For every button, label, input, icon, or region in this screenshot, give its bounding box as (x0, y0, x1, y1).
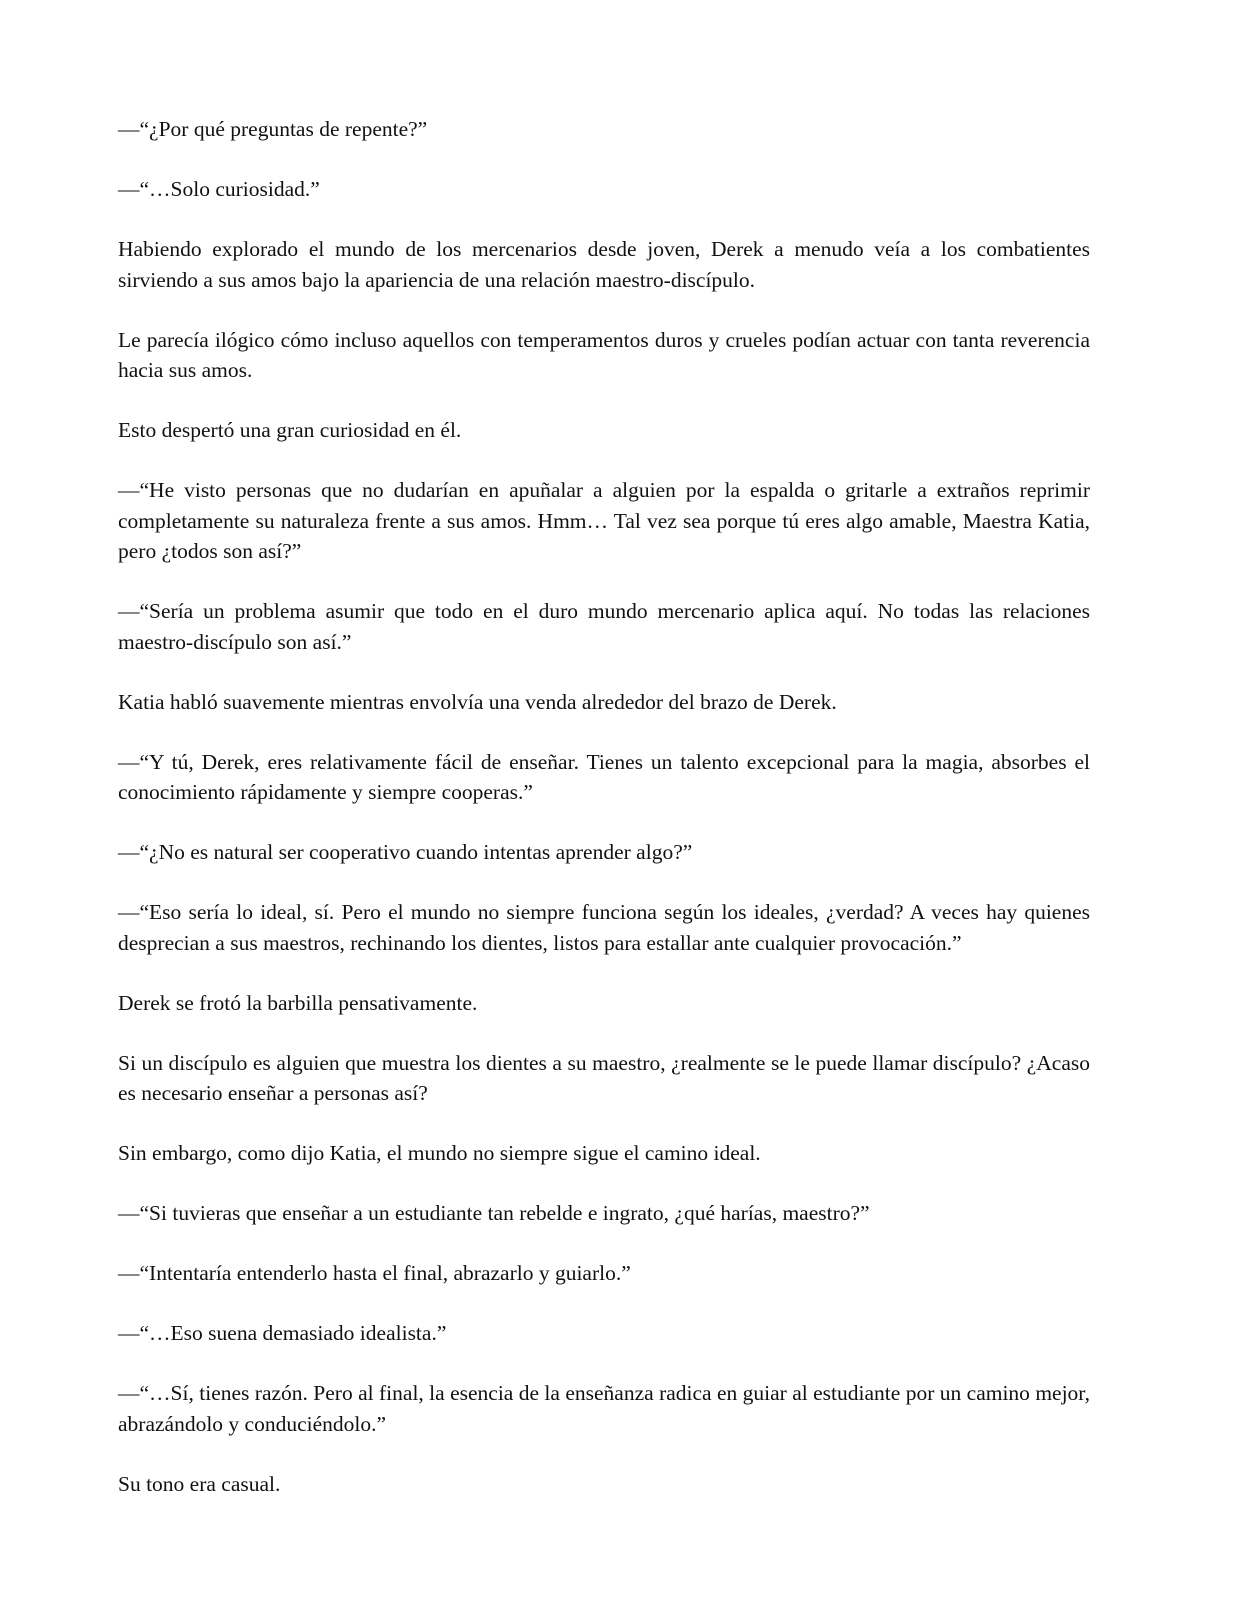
dialogue-paragraph: —“…Eso suena demasiado idealista.” (118, 1321, 447, 1345)
dialogue-paragraph: —“Intentaría entenderlo hasta el final, abrazarlo y guiarlo.” (118, 1261, 631, 1285)
dialogue-paragraph: —“He visto personas que no dudarían en apuñalar a alguien por la espalda o gritarle a extraños reprimir completamente su naturaleza frente a sus amos. Hmm… Tal vez sea porque tú eres algo amable, Maestra Katia, pero ¿todos son así?” (118, 478, 1090, 563)
narrative-paragraph: Derek se frotó la barbilla pensativamente. (118, 990, 478, 1015)
dialogue-paragraph: —“…Sí, tienes razón. Pero al final, la esencia de la enseñanza radica en guiar al estudiante por un camino mejor, abrazándolo y conduciéndolo.” (118, 1381, 1090, 1436)
narrative-paragraph: Su tono era casual. (118, 1471, 281, 1496)
narrative-paragraph: Sin embargo, como dijo Katia, el mundo no siempre sigue el camino ideal. (118, 1141, 761, 1165)
narrative-paragraph: Katia habló suavemente mientras envolvía una venda alrededor del brazo de Derek. (118, 689, 837, 714)
dialogue-paragraph: —“¿Por qué preguntas de repente?” (118, 117, 428, 141)
narrative-paragraph: Esto despertó una gran curiosidad en él. (118, 418, 462, 442)
dialogue-paragraph: —“Y tú, Derek, eres relativamente fácil de enseñar. Tienes un talento excepcional para la magia, absorbes el conocimiento rápidamente y siempre cooperas.” (118, 749, 1090, 804)
dialogue-paragraph: —“Eso sería lo ideal, sí. Pero el mundo no siempre funciona según los ideales, ¿verdad? A veces hay quienes desprecian a sus maestros, rechinando los dientes, listos para estallar ante cualquier provocación.” (118, 900, 1090, 955)
dialogue-paragraph: —“Sería un problema asumir que todo en el duro mundo mercenario aplica aquí. No todas las relaciones maestro-discípulo son así.” (118, 599, 1090, 654)
dialogue-paragraph: —“…Solo curiosidad.” (118, 177, 320, 201)
dialogue-paragraph: —“Si tuvieras que enseñar a un estudiante tan rebelde e ingrato, ¿qué harías, maestro?” (118, 1201, 870, 1225)
narrative-paragraph: Le parecía ilógico cómo incluso aquellos con temperamentos duros y crueles podían actuar con tanta reverencia hacia sus amos. (118, 327, 1090, 382)
dialogue-paragraph: —“¿No es natural ser cooperativo cuando intentas aprender algo?” (118, 840, 693, 864)
narrative-paragraph: Habiendo explorado el mundo de los mercenarios desde joven, Derek a menudo veía a los combatientes sirviendo a sus amos bajo la apariencia de una relación maestro-discípulo. (118, 237, 1090, 292)
narrative-paragraph: Si un discípulo es alguien que muestra los dientes a su maestro, ¿realmente se le puede llamar discípulo? ¿Acaso es necesario enseñar a personas así? (118, 1050, 1090, 1105)
body-text (118, 114, 1090, 1529)
